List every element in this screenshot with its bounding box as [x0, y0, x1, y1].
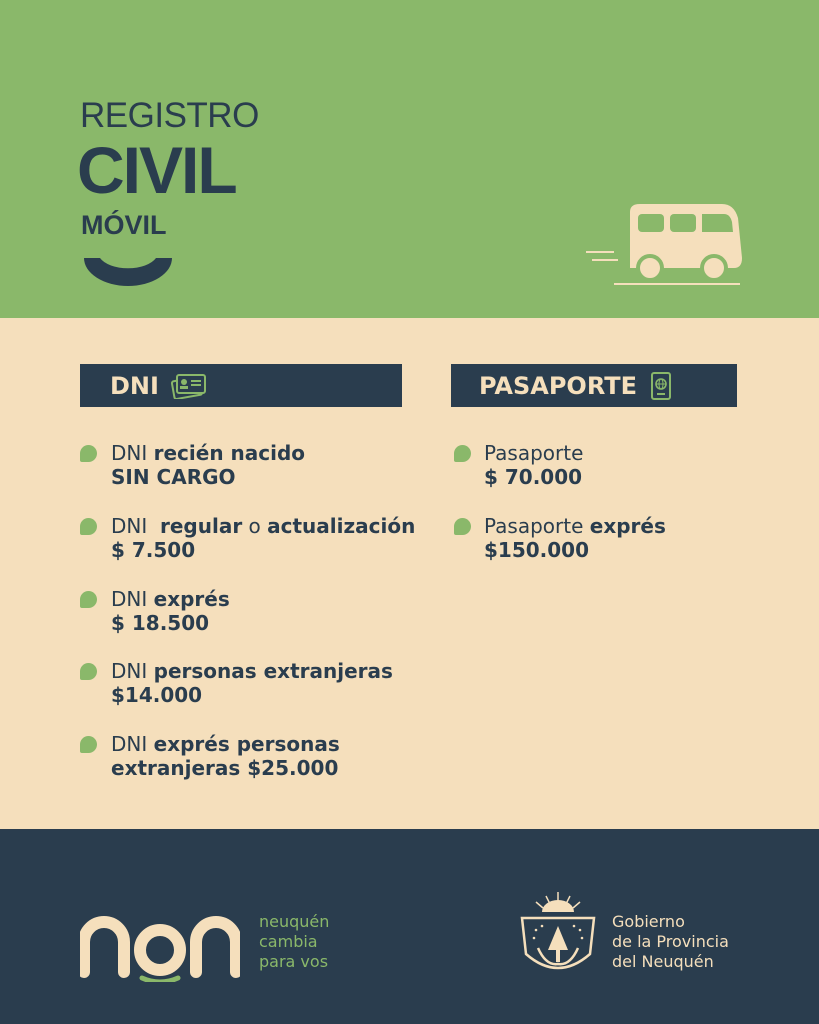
pasaporte-header — [451, 364, 737, 407]
list-item-dni-recien-nacido: DNI recién nacido SIN CARGO — [111, 441, 306, 489]
logo-smile-icon — [82, 256, 174, 286]
dni-title: DNI — [110, 371, 159, 400]
dni-expres-extranjeras-price: extranjeras $25.000 — [111, 756, 339, 780]
passport-icon — [649, 371, 673, 401]
non-logo — [80, 912, 240, 982]
gobierno-provincia-label: Gobierno de la Provincia del Neuquén — [612, 912, 729, 971]
pasaporte-price: $ 70.000 — [484, 465, 583, 489]
list-item-dni-regular: DNI regular o actualización $ 7.500 — [111, 514, 416, 562]
footer-tagline: neuquén cambia para vos — [259, 912, 330, 971]
header-banner — [0, 0, 819, 318]
bus-icon — [584, 200, 744, 290]
pasaporte-title: PASAPORTE — [479, 371, 637, 400]
bullet-icon — [80, 736, 97, 753]
bullet-icon — [80, 591, 97, 608]
bullet-icon — [454, 518, 471, 535]
logo-registro: REGISTRO — [80, 96, 259, 135]
bullet-icon — [80, 445, 97, 462]
provincial-emblem-icon — [518, 890, 598, 980]
dni-expres-price: $ 18.500 — [111, 611, 210, 635]
dni-recien-nacido-price: SIN CARGO — [111, 465, 236, 489]
bullet-icon — [80, 663, 97, 680]
list-item-dni-extranjeras: DNI personas extranjeras $14.000 — [111, 659, 393, 707]
dni-extranjeras-price: $14.000 — [111, 683, 203, 707]
list-item-pasaporte-expres: Pasaporte exprés $150.000 — [484, 514, 666, 562]
dni-regular-price: $ 7.500 — [111, 538, 196, 562]
id-card-icon — [171, 373, 207, 399]
bullet-icon — [454, 445, 471, 462]
list-item-pasaporte: Pasaporte $ 70.000 — [484, 441, 584, 489]
logo-civil: CIVIL — [77, 133, 236, 207]
bullet-icon — [80, 518, 97, 535]
list-item-dni-expres: DNI exprés $ 18.500 — [111, 587, 230, 635]
pasaporte-expres-price: $150.000 — [484, 538, 590, 562]
dni-header — [80, 364, 402, 407]
list-item-dni-expres-extranjeras: DNI exprés personas extranjeras $25.000 — [111, 732, 340, 780]
logo-movil: MÓVIL — [81, 210, 167, 240]
